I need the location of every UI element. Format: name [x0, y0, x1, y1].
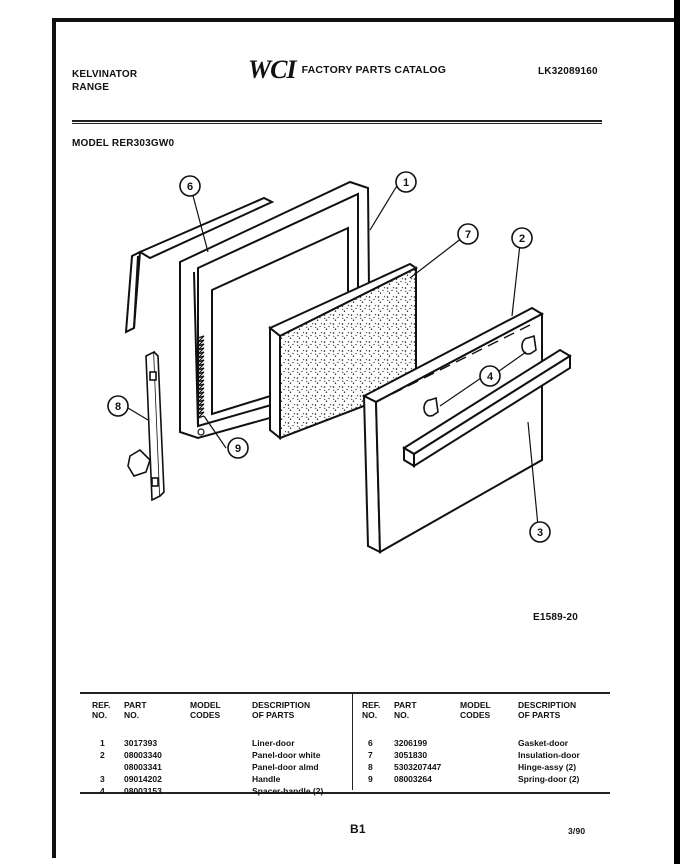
parts-left-part-0: 3017393	[124, 738, 158, 748]
parts-right-part-1: 3051830	[394, 750, 428, 760]
page-number: B1	[350, 822, 366, 836]
parts-right-desc-0: Gasket-door	[518, 738, 569, 748]
header-description-right: DESCRIPTION OF PARTS	[518, 700, 577, 720]
parts-right-ref-2: 8	[368, 762, 373, 772]
parts-right-ref-0: 6	[368, 738, 373, 748]
header-rule-thin	[72, 123, 602, 124]
model-line: MODEL RER303GW0	[72, 138, 175, 149]
parts-left-ref-4: 4	[100, 786, 105, 796]
parts-left-part-1: 08003340	[124, 750, 162, 760]
parts-left-part-4: 08003153	[124, 786, 162, 796]
header-ref-no-right: REF. NO.	[362, 700, 381, 720]
header-description-left: DESCRIPTION OF PARTS	[252, 700, 311, 720]
parts-right-part-3: 08003264	[394, 774, 432, 784]
parts-left-desc-1: Panel-door white	[252, 750, 321, 760]
header-ref-no-left: REF. NO.	[92, 700, 111, 720]
wci-logo: WCI	[248, 55, 296, 84]
svg-text:9: 9	[234, 443, 242, 455]
svg-text:2: 2	[518, 233, 526, 245]
callout-6	[180, 176, 200, 196]
parts-right-desc-3: Spring-door (2)	[518, 774, 580, 784]
parts-left-desc-2: Panel-door almd	[252, 762, 319, 772]
parts-left-part-2: 08003341	[124, 762, 162, 772]
parts-left-desc-0: Liner-door	[252, 738, 295, 748]
parts-right-ref-3: 9	[368, 774, 373, 784]
header-model-codes-right: MODEL CODES	[460, 700, 491, 720]
parts-right-ref-1: 7	[368, 750, 373, 760]
svg-text:8: 8	[114, 401, 122, 413]
parts-right-desc-2: Hinge-assy (2)	[518, 762, 577, 772]
catalog-title: FACTORY PARTS CATALOG	[301, 64, 447, 76]
header-model-codes-left: MODEL CODES	[190, 700, 221, 720]
parts-right-part-2: 5303207447	[394, 762, 442, 772]
header-part-no-left: PART NO.	[124, 700, 147, 720]
brand-name: KELVINATOR	[72, 69, 138, 80]
header-center	[248, 57, 446, 83]
parts-right-part-0: 3206199	[394, 738, 428, 748]
catalog-number: LK32089160	[538, 66, 598, 77]
parts-left-desc-4: Spacer-handle (2)	[252, 786, 324, 796]
revision-date: 3/90	[568, 826, 586, 836]
parts-left-ref-0: 1	[100, 738, 105, 748]
callout-1	[396, 172, 416, 192]
svg-text:7: 7	[464, 229, 472, 241]
svg-text:1: 1	[402, 177, 410, 189]
svg-text:6: 6	[186, 181, 194, 193]
callout-2	[512, 228, 532, 248]
hinge-assy-part	[128, 352, 164, 500]
header-part-no-right: PART NO.	[394, 700, 417, 720]
header-rule	[72, 120, 602, 122]
product-type: RANGE	[72, 82, 110, 93]
parts-left-ref-1: 2	[100, 750, 105, 760]
parts-right-desc-1: Insulation-door	[518, 750, 580, 760]
parts-left-ref-3: 3	[100, 774, 105, 784]
svg-text:3: 3	[536, 527, 544, 539]
callout-7	[458, 224, 478, 244]
callout-8	[108, 396, 128, 416]
header-brand-block	[72, 68, 137, 94]
figure-number: E1589-20	[533, 612, 578, 623]
svg-text:4: 4	[486, 371, 494, 383]
parts-left-part-3: 09014202	[124, 774, 162, 784]
callout-4	[480, 366, 500, 386]
callout-9	[228, 438, 248, 458]
callout-3	[530, 522, 550, 542]
scan-edge	[674, 0, 680, 864]
parts-left-desc-3: Handle	[252, 774, 281, 784]
parts-table-divider	[352, 692, 353, 790]
exploded-diagram	[80, 160, 640, 580]
